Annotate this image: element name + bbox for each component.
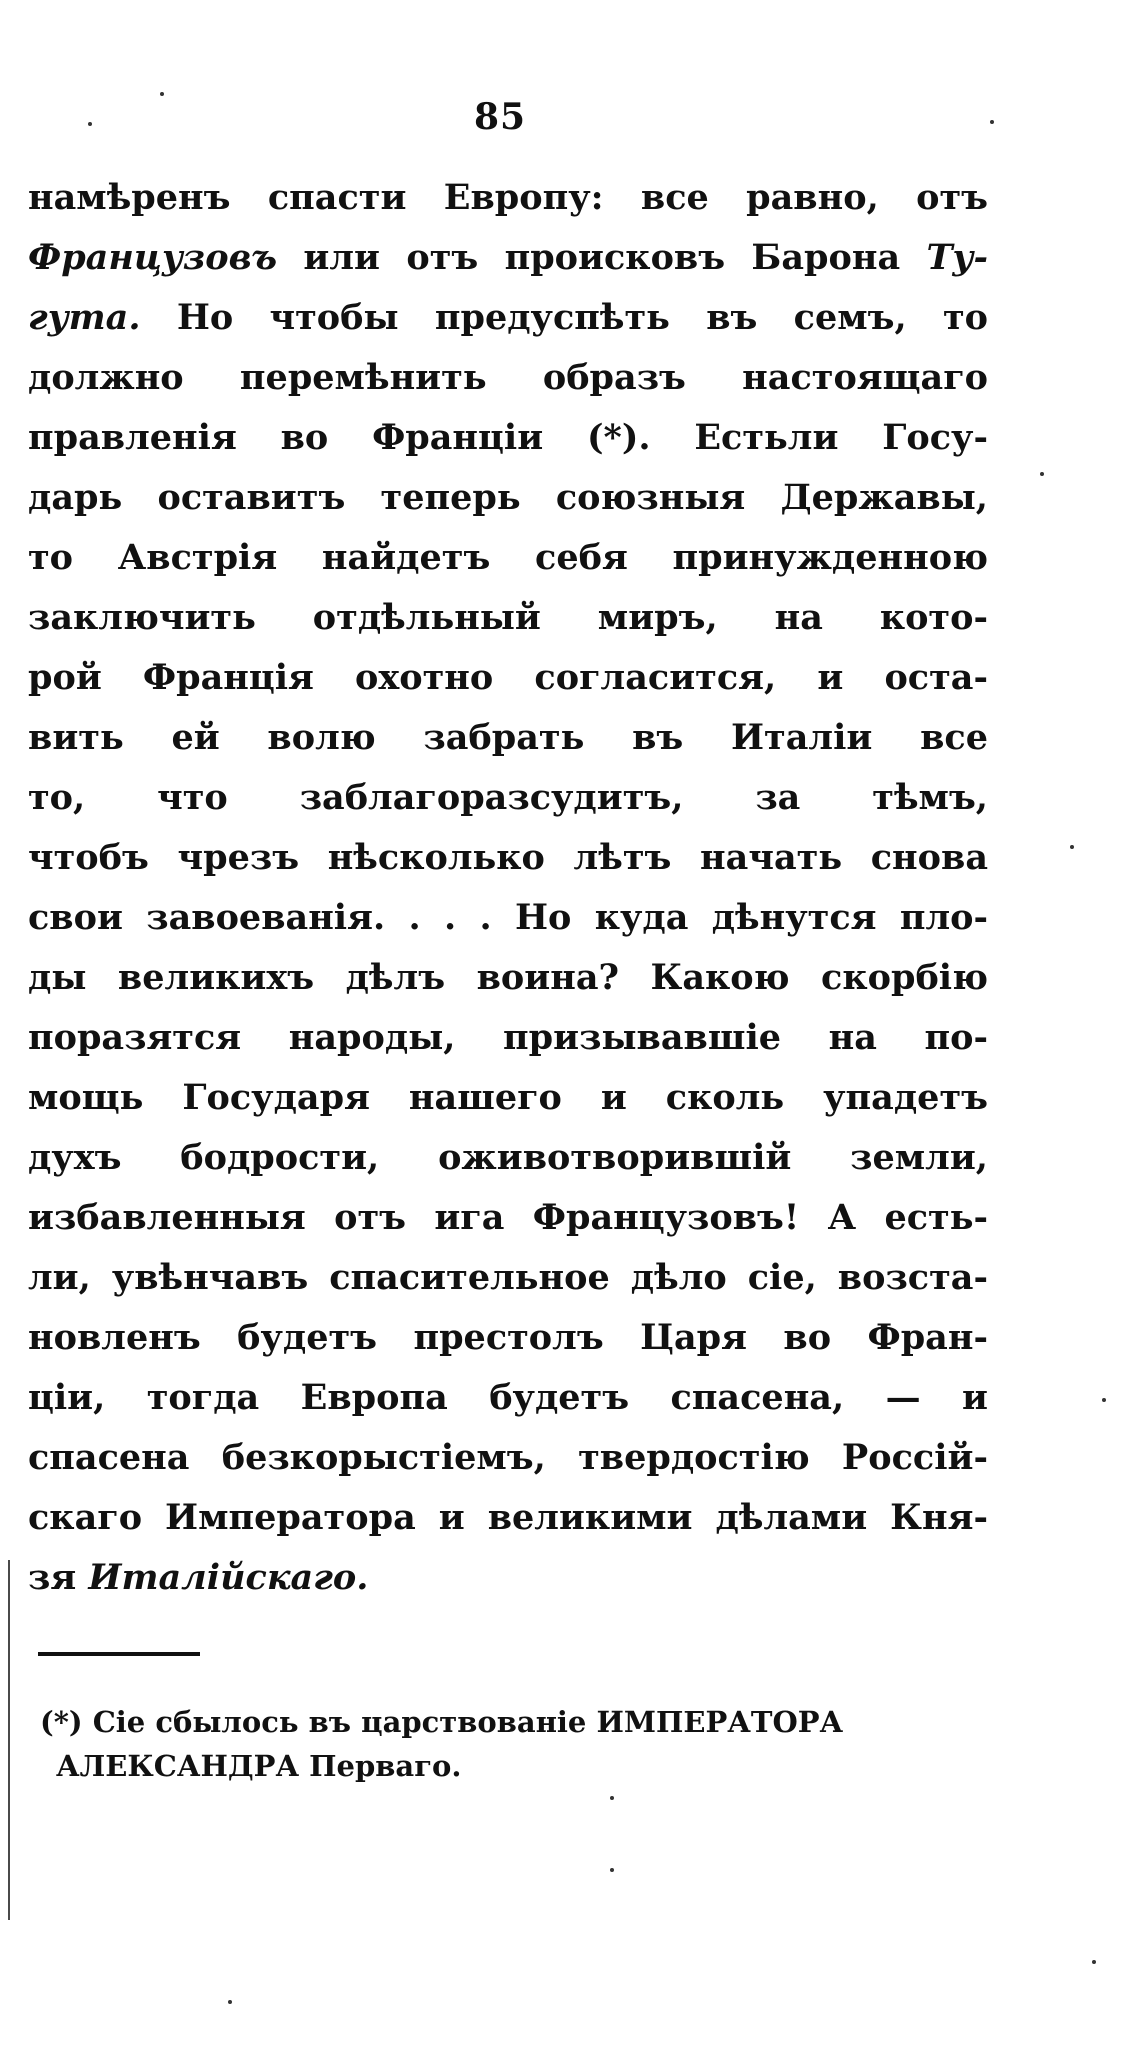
text-line bbox=[28, 1548, 988, 1608]
text-run: должно перемѣнить образъ настоящаго bbox=[28, 357, 988, 398]
text-run: вить ей волю забрать въ Италіи все bbox=[28, 717, 988, 758]
italic-text: гута. bbox=[28, 297, 141, 338]
text-line bbox=[28, 708, 988, 768]
text-run: чтобъ чрезъ нѣсколько лѣтъ начать снова bbox=[28, 837, 988, 878]
text-line bbox=[28, 168, 988, 228]
text-line bbox=[28, 768, 988, 828]
text-run: заключить отдѣльный миръ, на кото- bbox=[28, 597, 988, 638]
text-run: или отъ происковъ Барона bbox=[277, 237, 927, 278]
paper-speck bbox=[228, 2000, 232, 2004]
text-run: то Австрія найдетъ себя принужденною bbox=[28, 537, 988, 578]
text-run: правленія во Франціи (*). Естьли Госу- bbox=[28, 417, 988, 458]
italic-text: Ту- bbox=[926, 237, 988, 278]
text-line bbox=[28, 1008, 988, 1068]
text-line bbox=[28, 528, 988, 588]
page-number: 85 bbox=[473, 96, 527, 138]
body-text bbox=[28, 168, 988, 1608]
text-run: поразятся народы, призывавшіе на по- bbox=[28, 1017, 988, 1058]
text-run: духъ бодрости, оживотворившій земли, bbox=[28, 1137, 988, 1178]
text-line bbox=[28, 1128, 988, 1188]
text-run: скаго Императора и великими дѣлами Кня- bbox=[28, 1497, 988, 1538]
text-line bbox=[28, 348, 988, 408]
paper-speck bbox=[1070, 845, 1074, 849]
text-run: новленъ будетъ престолъ Царя во Фран- bbox=[28, 1317, 988, 1358]
footnote bbox=[40, 1700, 988, 1788]
footnote-line: (*) Сіе сбылось въ царствованіе ИМПЕРАТОРА bbox=[40, 1705, 844, 1739]
italic-text: Италійскаго. bbox=[88, 1557, 369, 1598]
paper-speck bbox=[610, 1868, 614, 1872]
text-line bbox=[28, 1368, 988, 1428]
text-line bbox=[28, 1488, 988, 1548]
paper-speck bbox=[160, 92, 164, 96]
text-run: намѣренъ спасти Европу: все равно, отъ bbox=[28, 177, 988, 218]
text-run: ли, увѣнчавъ спасительное дѣло сіе, возста- bbox=[28, 1257, 988, 1298]
text-run: ціи, тогда Европа будетъ спасена, — и bbox=[28, 1377, 988, 1418]
text-line bbox=[28, 408, 988, 468]
text-run: рой Франція охотно согласится, и оста- bbox=[28, 657, 988, 698]
text-line bbox=[28, 288, 988, 348]
text-line bbox=[28, 1068, 988, 1128]
text-run: дарь оставитъ теперь союзныя Державы, bbox=[28, 477, 988, 518]
text-run: Но чтобы предуспѣть въ семъ, то bbox=[140, 297, 988, 338]
text-run: зя bbox=[28, 1557, 89, 1598]
paper-speck bbox=[990, 120, 994, 124]
footnote-line: АЛЕКСАНДРА Перваго. bbox=[56, 1749, 462, 1783]
text-line bbox=[28, 588, 988, 648]
paper-speck bbox=[88, 122, 92, 126]
text-line bbox=[28, 948, 988, 1008]
text-run: ды великихъ дѣлъ воина? Какою скорбію bbox=[28, 957, 988, 998]
text-line bbox=[28, 1308, 988, 1368]
text-line bbox=[28, 888, 988, 948]
text-line bbox=[28, 468, 988, 528]
text-run: мощь Государя нашего и сколь упадетъ bbox=[28, 1077, 988, 1118]
footnote-separator bbox=[38, 1652, 200, 1656]
text-line bbox=[28, 1248, 988, 1308]
paper-speck bbox=[1040, 472, 1044, 476]
text-line bbox=[28, 648, 988, 708]
italic-text: Французовъ bbox=[28, 237, 278, 278]
text-line bbox=[28, 1188, 988, 1248]
paper-speck bbox=[1092, 1960, 1096, 1964]
paper-speck bbox=[610, 1796, 614, 1800]
text-line bbox=[28, 228, 988, 288]
paper-speck bbox=[1102, 1398, 1106, 1402]
text-run: спасена безкорыстіемъ, твердостію Россій- bbox=[28, 1437, 988, 1478]
text-run: избавленныя отъ ига Французовъ! А есть- bbox=[28, 1197, 988, 1238]
text-run: свои завоеванія. . . . Но куда дѣнутся пло- bbox=[28, 897, 988, 938]
text-line bbox=[28, 1428, 988, 1488]
text-line bbox=[28, 828, 988, 888]
gutter-line bbox=[8, 1560, 10, 1920]
text-run: то, что заблагоразсудитъ, за тѣмъ, bbox=[28, 777, 988, 818]
